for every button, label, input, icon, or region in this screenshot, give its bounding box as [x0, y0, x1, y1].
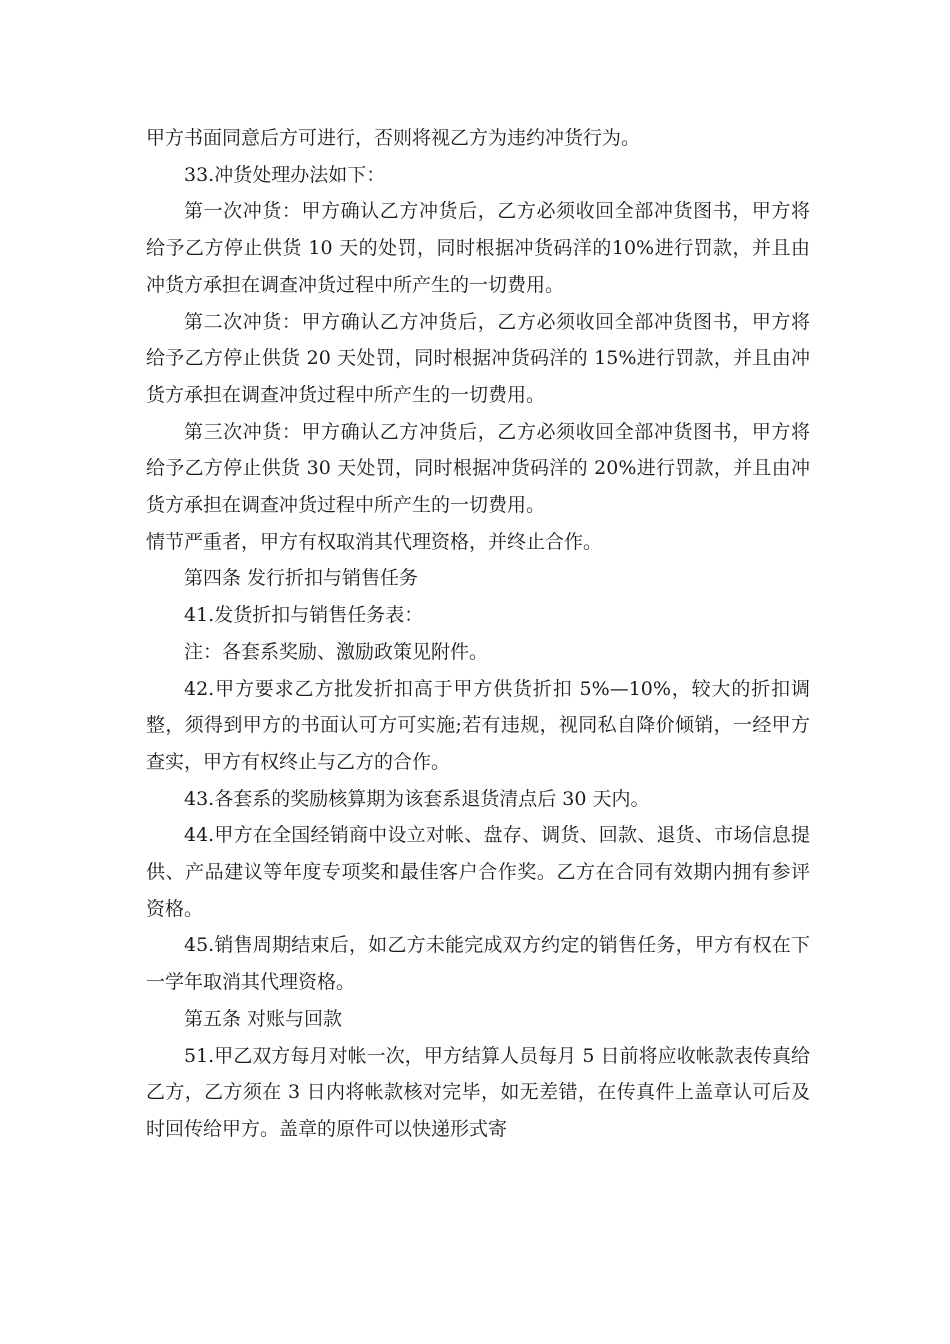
paragraph: 41.发货折扣与销售任务表： [184, 604, 424, 627]
paragraph: 42.甲方要求乙方批发折扣高于甲方供货折扣 5%—10%，较大的折扣调整，须得到甲方的书面认可方可实施;若有违规，视同私自降价倾销，一经甲方查实，甲方有权终止与乙方的合作。 [146, 677, 810, 773]
paragraph: 45.销售周期结束后，如乙方未能完成双方约定的销售任务，甲方有权在下一学年取消其代理资格。 [146, 934, 810, 994]
section-heading: 第五条 对账与回款 [184, 1007, 343, 1030]
document-body [146, 120, 810, 1148]
paragraph: 注：各套系奖励、激励政策见附件。 [184, 640, 489, 663]
paragraph: 第三次冲货：甲方确认乙方冲货后，乙方必须收回全部冲货图书，甲方将给予乙方停止供货 30 天处罚，同时根据冲货码洋的 20%进行罚款，并且由冲货方承担在调查冲货过程中所产生的一切费用。 [146, 420, 810, 517]
paragraph: 43.各套系的奖励核算期为该套系退货清点后 30 天内。 [184, 787, 650, 810]
paragraph: 情节严重者，甲方有权取消其代理资格，并终止合作。 [146, 530, 603, 553]
paragraph: 第一次冲货：甲方确认乙方冲货后，乙方必须收回全部冲货图书，甲方将给予乙方停止供货 10 天的处罚，同时根据冲货码洋的10%进行罚款，并且由冲货方承担在调查冲货过程中所产生的一切费用。 [146, 200, 810, 296]
paragraph: 甲方书面同意后方可进行，否则将视乙方为违约冲货行为。 [146, 127, 641, 149]
section-heading: 第四条 发行折扣与销售任务 [184, 567, 419, 590]
paragraph: 44.甲方在全国经销商中设立对帐、盘存、调货、回款、退货、市场信息提供、产品建议等年度专项奖和最佳客户合作奖。乙方在合同有效期内拥有参评资格。 [146, 824, 810, 920]
paragraph: 33.冲货处理办法如下： [184, 163, 386, 186]
paragraph: 51.甲乙双方每月对帐一次，甲方结算人员每月 5 日前将应收帐款表传真给乙方，乙方须在 3 日内将帐款核对完毕，如无差错，在传真件上盖章认可后及时回传给甲方。盖章的原件可以快递形式寄 [146, 1044, 810, 1140]
paragraph: 第二次冲货：甲方确认乙方冲货后，乙方必须收回全部冲货图书，甲方将给予乙方停止供货 20 天处罚，同时根据冲货码洋的 15%进行罚款，并且由冲货方承担在调查冲货过程中所产生的一切费用。 [146, 310, 810, 406]
